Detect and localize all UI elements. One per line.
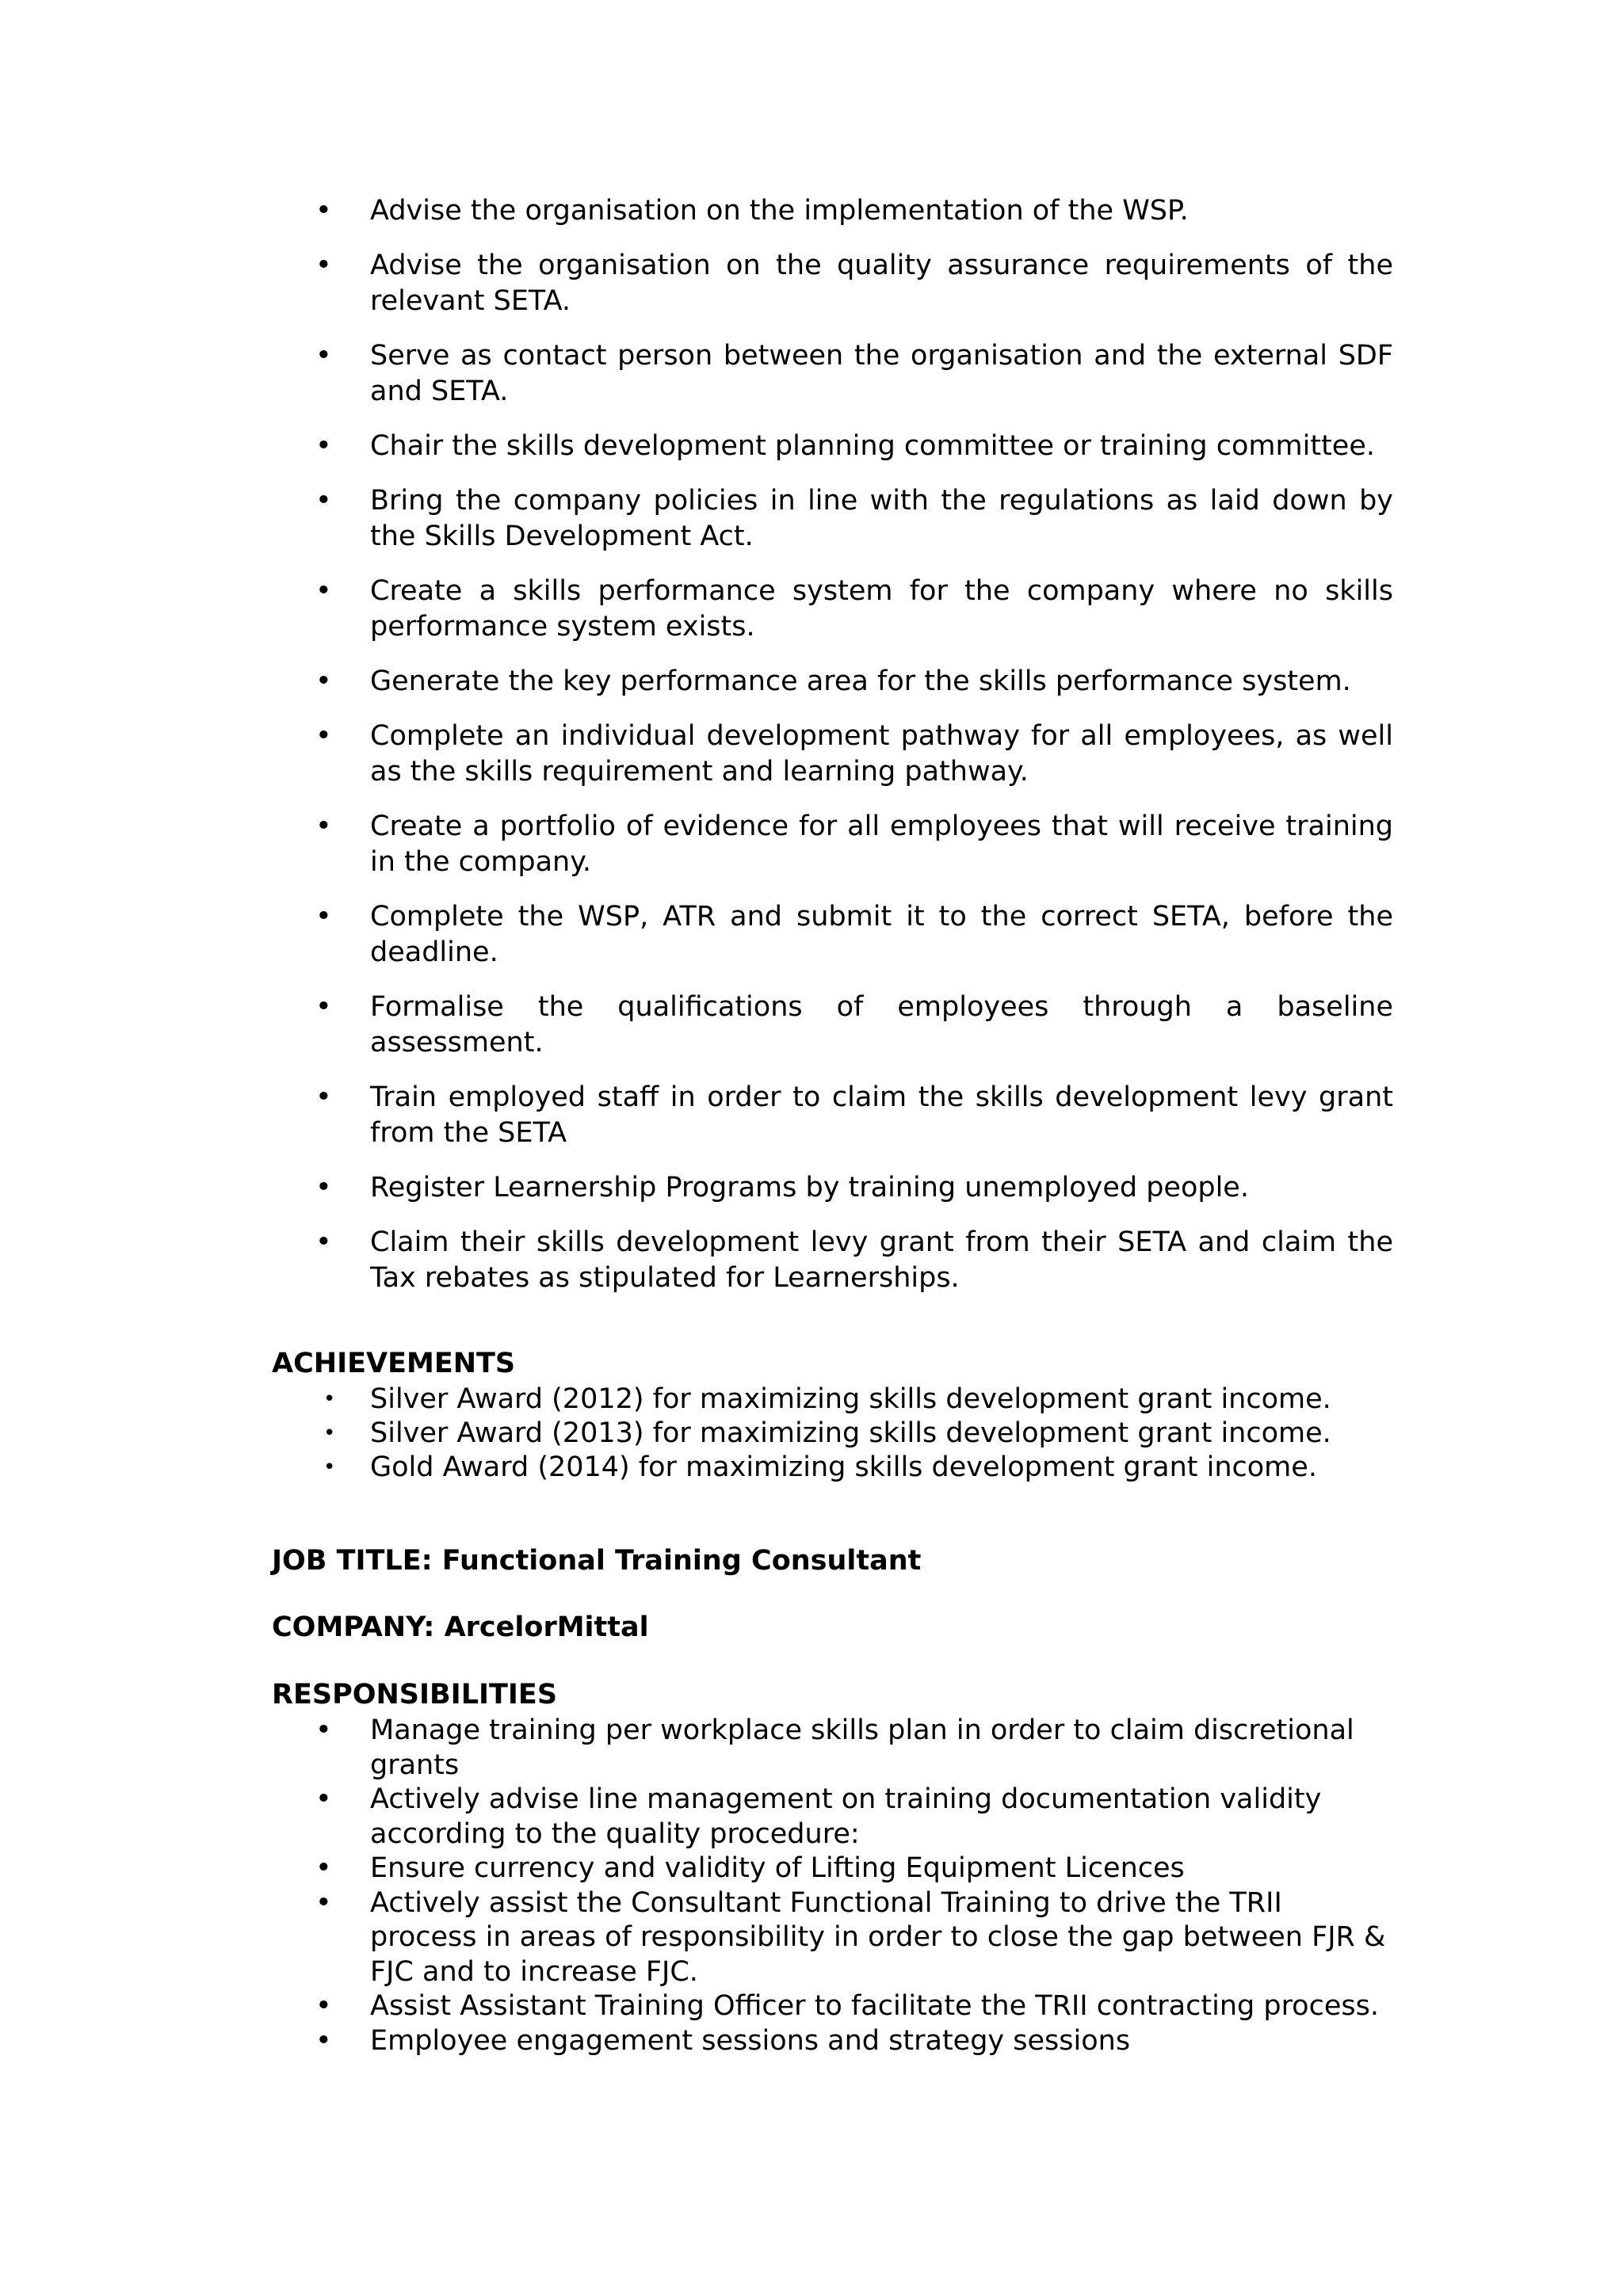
achievement-text: Silver Award (2013) for maximizing skills development grant income. — [370, 1417, 1331, 1449]
list-item — [315, 1783, 1393, 1852]
list-item — [315, 338, 1393, 410]
list-item — [315, 248, 1393, 319]
list-item-text: Create a skills performance system for the company where no skills performance system exists. — [370, 575, 1393, 643]
bullet-icon: • — [315, 340, 332, 372]
list-item-text: Generate the key performance area for the skills performance system. — [370, 666, 1351, 697]
responsibility-text: Assist Assistant Training Officer to facilitate the TRII contracting process. — [370, 1990, 1379, 2022]
list-item — [315, 193, 1393, 229]
list-item-text: Advise the organisation on the quality assurance requirements of the relevant SETA. — [370, 250, 1393, 317]
responsibility-text: Actively assist the Consultant Functional Training to drive the TRII process in areas of responsibility in order to close the gap between FJR & FJC and to increase FJC. — [370, 1886, 1386, 1988]
list-item-text: Advise the organisation on the implementation of the WSP. — [370, 195, 1189, 227]
responsibility-list — [315, 193, 1393, 1315]
bullet-icon: • — [315, 1172, 332, 1203]
bullet-icon: • — [315, 901, 332, 933]
list-item — [315, 1225, 1393, 1296]
responsibility-text: Actively advise line management on training documentation validity according to the quality procedure: — [370, 1783, 1322, 1850]
responsibility-text: Ensure currency and validity of Lifting Equipment Licences — [370, 1852, 1185, 1884]
bullet-icon: • — [315, 1990, 332, 2022]
bullet-icon: • — [323, 1455, 336, 1479]
list-item — [315, 1170, 1393, 1206]
bullet-icon: • — [315, 1886, 332, 1919]
list-item — [315, 990, 1393, 1061]
achievement-text: Gold Award (2014) for maximizing skills development grant income. — [370, 1451, 1317, 1483]
list-item — [315, 719, 1393, 790]
list-item — [315, 664, 1393, 700]
list-item — [315, 1886, 1393, 1990]
company-name: COMPANY: ArcelorMittal — [272, 1611, 649, 1643]
responsibilities-heading: RESPONSIBILITIES — [272, 1679, 558, 1711]
bullet-icon: • — [323, 1421, 336, 1445]
list-item-text: Register Learnership Programs by training unemployed people. — [370, 1172, 1249, 1203]
job-responsibilities-list — [315, 1714, 1393, 2058]
bullet-icon: • — [315, 1226, 332, 1258]
bullet-icon: • — [315, 2024, 332, 2057]
list-item-text: Formalise the qualifications of employees through a baseline assessment. — [370, 991, 1393, 1058]
list-item-text: Train employed staff in order to claim the skills development levy grant from the SETA — [370, 1081, 1393, 1149]
bullet-icon: • — [315, 1783, 332, 1815]
list-item-text: Create a portfolio of evidence for all employees that will receive training in the company. — [370, 810, 1393, 878]
list-item — [315, 1451, 1425, 1485]
list-item — [315, 2024, 1393, 2059]
list-item — [315, 809, 1393, 880]
bullet-icon: • — [315, 575, 332, 607]
achievements-list — [315, 1383, 1425, 1485]
list-item-text: Serve as contact person between the organisation and the external SDF and SETA. — [370, 340, 1393, 407]
responsibility-text: Employee engagement sessions and strategy sessions — [370, 2024, 1131, 2057]
list-item — [315, 1852, 1393, 1886]
achievements-heading: ACHIEVEMENTS — [272, 1348, 516, 1379]
list-item-text: Claim their skills development levy grant from their SETA and claim the Tax rebates as stipulated for Learnerships. — [370, 1226, 1393, 1294]
list-item — [315, 1714, 1393, 1783]
bullet-icon: • — [315, 991, 332, 1023]
bullet-icon: • — [315, 430, 332, 462]
bullet-icon: • — [323, 1387, 336, 1411]
bullet-icon: • — [315, 666, 332, 697]
bullet-icon: • — [315, 195, 332, 227]
list-item — [315, 1417, 1425, 1451]
list-item-text: Bring the company policies in line with the regulations as laid down by the Skills Development Act. — [370, 485, 1393, 552]
list-item-text: Complete the WSP, ATR and submit it to the correct SETA, before the deadline. — [370, 901, 1393, 968]
bullet-icon: • — [315, 810, 332, 842]
list-item — [315, 899, 1393, 971]
list-item — [315, 429, 1393, 464]
bullet-icon: • — [315, 1081, 332, 1113]
achievement-text: Silver Award (2012) for maximizing skills development grant income. — [370, 1383, 1331, 1415]
bullet-icon: • — [315, 1714, 332, 1746]
job-title: JOB TITLE: Functional Training Consultant — [272, 1545, 922, 1577]
bullet-icon: • — [315, 1852, 332, 1884]
bullet-icon: • — [315, 485, 332, 517]
bullet-icon: • — [315, 720, 332, 752]
list-item — [315, 574, 1393, 645]
bullet-icon: • — [315, 250, 332, 281]
responsibility-text: Manage training per workplace skills plan in order to claim discretional grants — [370, 1714, 1354, 1781]
list-item — [315, 483, 1393, 555]
list-item — [315, 1383, 1425, 1417]
list-item — [315, 1080, 1393, 1151]
list-item — [315, 1989, 1393, 2024]
list-item-text: Chair the skills development planning committee or training committee. — [370, 430, 1375, 462]
list-item-text: Complete an individual development pathway for all employees, as well as the skills requirement and learning pathway. — [370, 720, 1393, 788]
